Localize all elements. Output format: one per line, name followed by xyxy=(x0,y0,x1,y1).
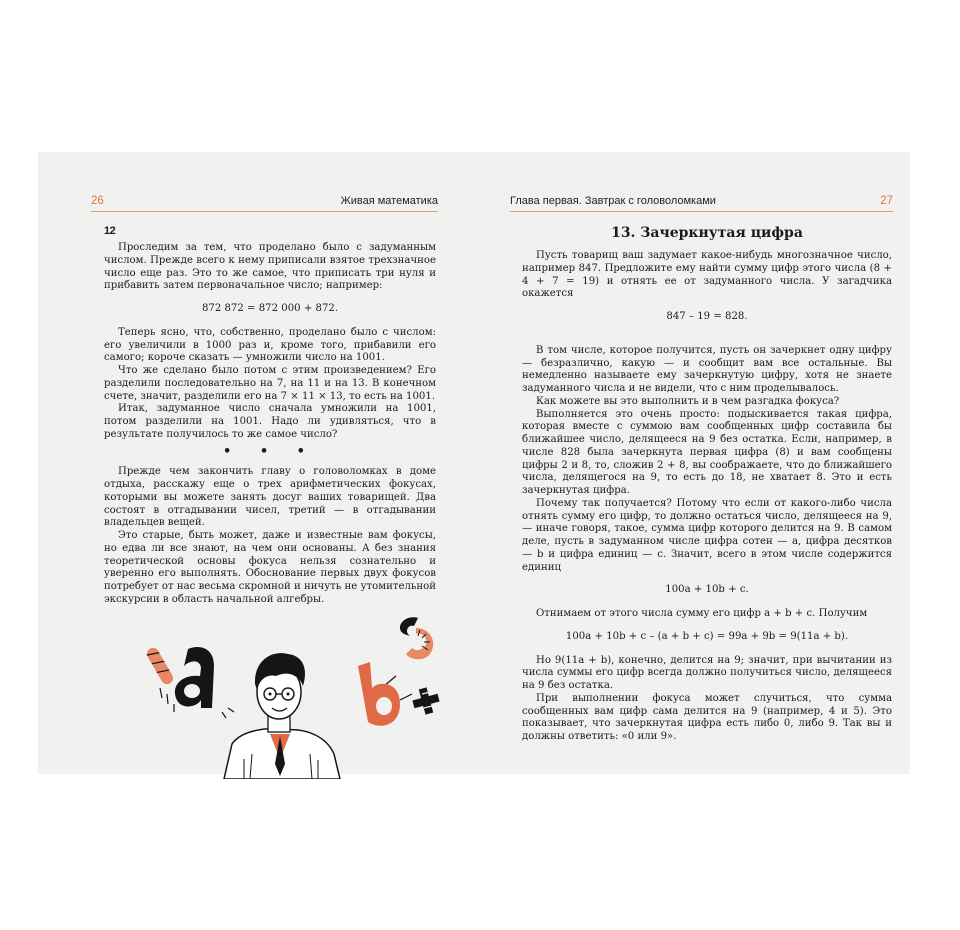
running-title: Живая математика xyxy=(340,195,438,207)
paragraph: Почему так получается? Потому что если от какого-либо числа отнять сумму его цифр, то должно остаться число, делящееся на 9, — иначе говоря, такое, сумма цифр которого делится на 9. В самом деле, пусть в задуманном числе цифра сотен — a, цифра десятков — b и цифра единиц — c. Значит, всего в этом числе содержится единиц xyxy=(522,497,892,573)
formula: 872 872 = 872 000 + 872. xyxy=(201,303,339,314)
paragraph: В том числе, которое получится, пусть он зачеркнет одну цифру — безразлично, какую — и сообщит вам все остальные. Вы немедленно называете ему зачеркнутую цифру, хотя не знаете задуманного числа и не видели, что с ним проделывалось. xyxy=(522,344,892,394)
paragraph: Это старые, быть может, даже и известные вам фокусы, но едва ли все знают, на чем они основаны. А без знания теоретической основы фокуса нельзя сознательно и уверенно его выполнять. Обоснование первых двух фокусов потребует от нас весьма скромной и ничуть не утомительной экскурсии в область начальной алгебры. xyxy=(104,530,436,605)
person-figure xyxy=(224,653,340,779)
page-number: 26 xyxy=(91,195,104,207)
book-spread xyxy=(38,152,910,774)
paragraph: При выполнении фокуса может случиться, что сумма сообщенных вам цифр сама делится на 9 (например, 4 и 5). Это показывает, что зачеркнутая цифра есть либо 0, либо 9. Так вы и должны ответить: «0 или 9». xyxy=(522,692,892,742)
paragraph: Что же сделано было потом с этим произведением? Его разделили последовательно на 7, на 11 и на 13. В конечном счете, значит, разделили его на 7 × 11 × 13, то есть на 1001. xyxy=(104,365,436,402)
paragraph: Прежде чем закончить главу о головоломках в доме отдыха, расскажу еще о трех арифметических фокусах, которыми вы можете занять досуг ваших товарищей. Два состоят в отгадывании чисел, третий — в отгадывании владельцев вещей. xyxy=(104,466,436,529)
letter-a-glyph xyxy=(175,647,214,708)
letter-c-glyph xyxy=(400,617,433,659)
formula: 847 – 19 = 828. xyxy=(666,311,748,322)
running-header xyxy=(91,195,438,212)
formula: 100a + 10b + c. xyxy=(665,584,749,596)
formula: 100a + 10b + c – (a + b + c) = 99a + 9b = 9(11a + b). xyxy=(565,630,849,642)
plus-glyph xyxy=(412,687,439,714)
tube-glyph xyxy=(145,646,175,687)
section-break: • • • xyxy=(223,443,317,459)
body-text xyxy=(104,242,436,607)
left-page xyxy=(38,152,474,774)
illustration xyxy=(104,604,444,779)
right-page xyxy=(474,152,910,774)
paragraph: Выполняется это очень просто: подыскивается такая цифра, которая вместе с суммою вам сообщенных цифр составила бы ближайшее число, делящееся на 9 без остатка. Если, например, в числе 828 была зачеркнута первая цифра (8) и вам сообщены цифры 2 и 8, то, сложив 2 + 8, вы соображаете, что до ближайшего числа, делящегося на 9, то есть до 18, не хватает 8. Это и есть зачеркнутая цифра. xyxy=(522,408,892,496)
paragraph: Как можете вы это выполнить и в чем разгадка фокуса? xyxy=(536,395,840,407)
paragraph: Теперь ясно, что, собственно, проделано было с числом: его увеличили в 1000 раз и, кроме того, прибавили его самого; короче сказать — умножили число на 1001. xyxy=(104,326,436,364)
section-marker: 12 xyxy=(104,225,116,237)
paragraph: Пусть товарищ ваш задумает какое-нибудь многозначное число, например 847. Предложите ему найти сумму цифр этого числа (8 + 4 + 7 = 19) и отнять ее от задуманного числа. У загадчика окажется xyxy=(522,250,892,300)
paragraph: Итак, задуманное число сначала умножили на 1001, потом разделили на 1001. Надо ли удивляться, что в результате получилось то же самое число? xyxy=(104,403,436,440)
body-text xyxy=(522,250,892,744)
paragraph: Проследим за тем, что проделано было с задуманным числом. Прежде всего к нему приписали взятое трехзначное число еще раз. Это то же самое, что приписать три нуля и прибавить затем первоначальное число; например: xyxy=(104,242,436,292)
running-title: Глава первая. Завтрак с головоломками xyxy=(510,195,716,207)
letter-b-glyph xyxy=(358,662,400,726)
page-number: 27 xyxy=(880,195,893,207)
paragraph: Отнимаем от этого числа сумму его цифр a + b + c. Получим xyxy=(536,608,868,619)
section-title: 13. Зачеркнутая цифра xyxy=(611,225,803,241)
paragraph: Но 9(11a + b), конечно, делится на 9; значит, при вычитании из числа суммы его цифр всегда должно получиться число, делящееся на 9 без остатка. xyxy=(522,654,892,691)
running-header xyxy=(510,195,893,212)
